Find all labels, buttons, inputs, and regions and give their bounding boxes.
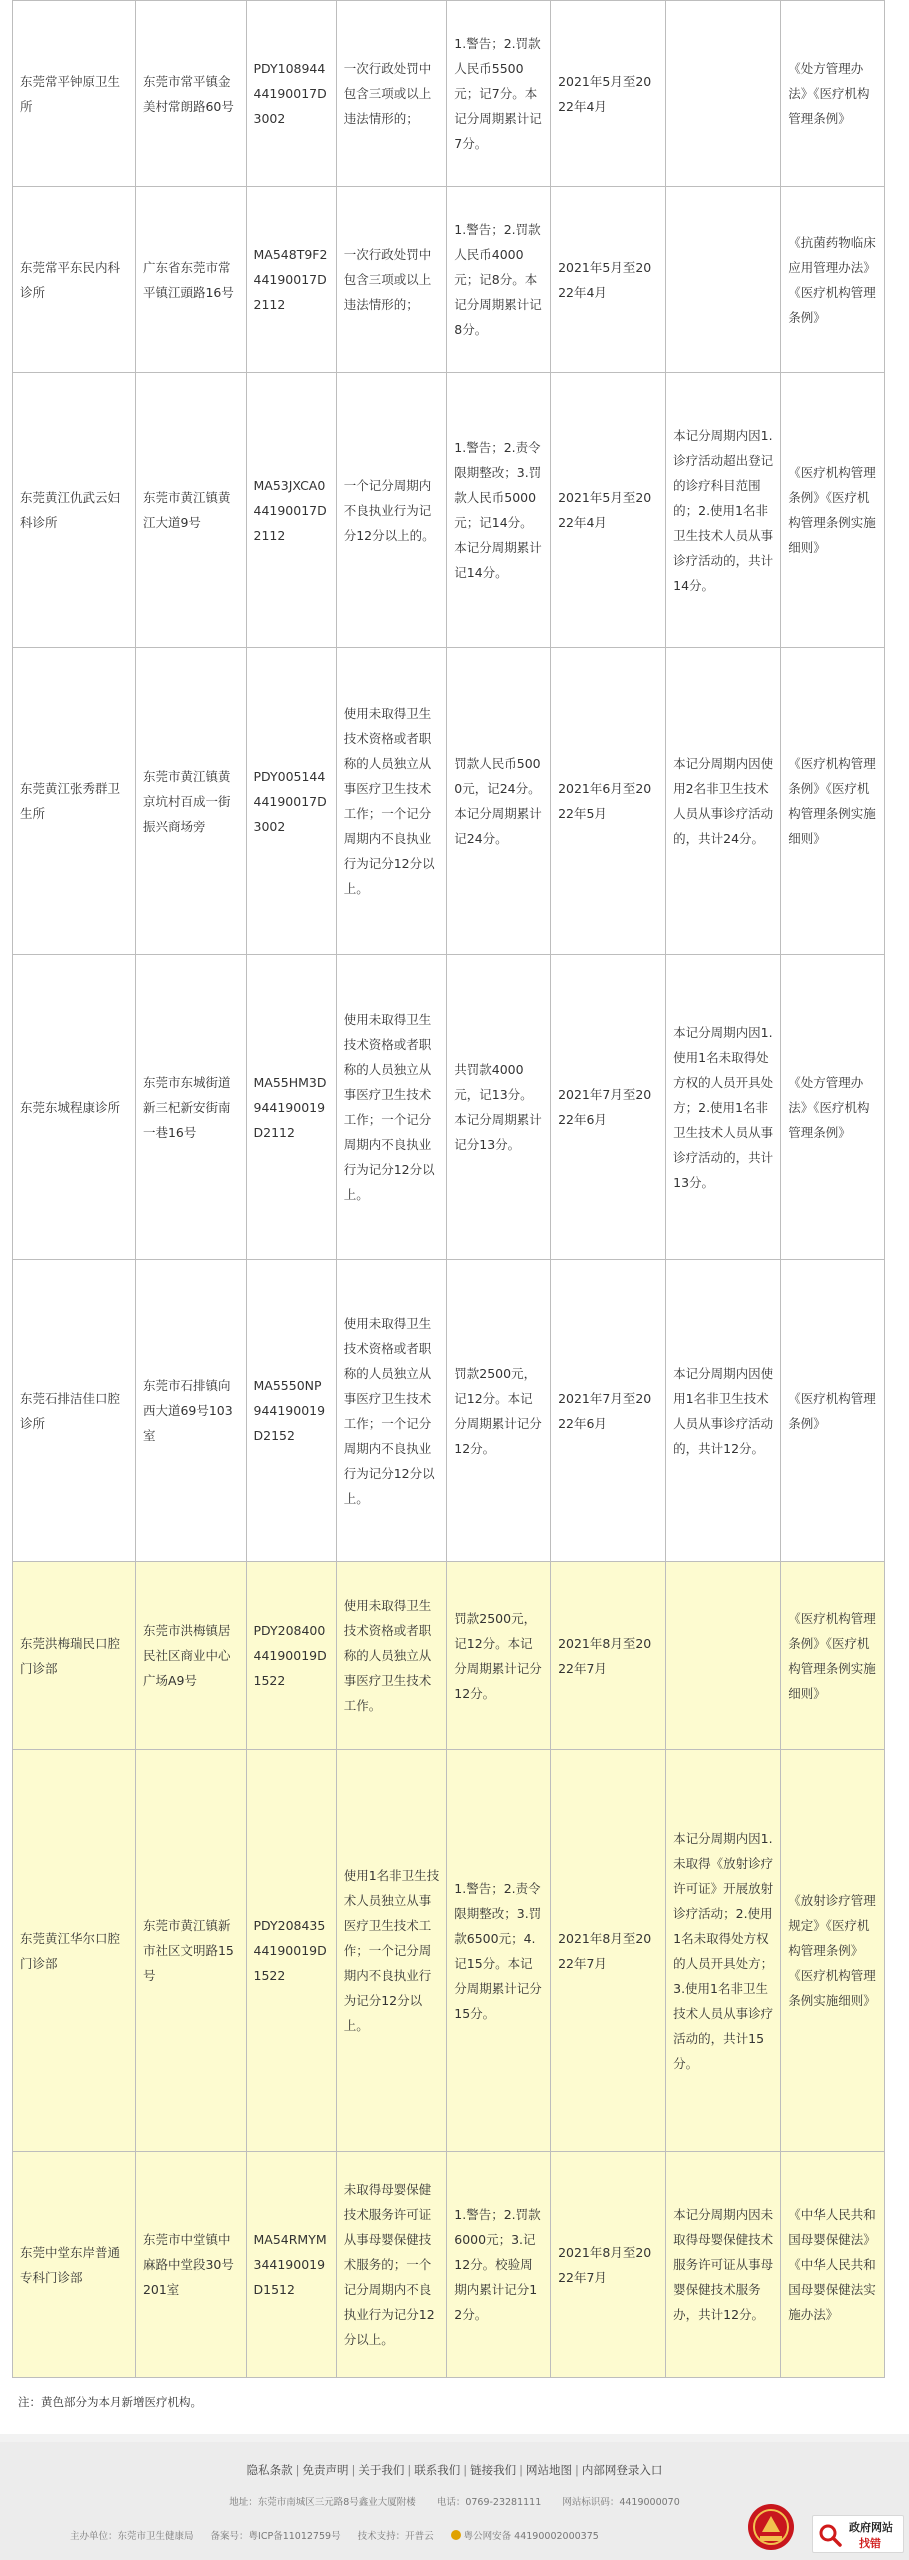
cell-scoring-facts: [666, 187, 781, 373]
cell-legal-basis: 《医疗机构管理条例》: [781, 1260, 885, 1562]
cell-institution-name: 东莞黄江张秀群卫生所: [13, 648, 136, 955]
cell-legal-basis: 《中华人民共和国母婴保健法》《中华人民共和国母婴保健法实施办法》: [781, 2152, 885, 2378]
cell-legal-basis: 《医疗机构管理条例》《医疗机构管理条例实施细则》: [781, 1562, 885, 1750]
cell-legal-basis: 《处方管理办法》《医疗机构管理条例》: [781, 955, 885, 1260]
cell-license-code: MA548T9F244190017D2112: [246, 187, 336, 373]
cell-violation-type: 一次行政处罚中包含三项或以上违法情形的；: [336, 187, 447, 373]
gov-badge-title: 政府网站: [849, 2521, 893, 2534]
table-row: [13, 955, 885, 1260]
footer-police-record[interactable]: [451, 2531, 613, 2542]
cell-address: 东莞市常平镇金美村常朗路60号: [135, 1, 246, 187]
cell-license-code: PDY20843544190019D1522: [246, 1750, 336, 2152]
footer-link-disclaimer[interactable]: 免责声明: [302, 2463, 349, 2477]
cell-address: 东莞市石排镇向西大道69号103室: [135, 1260, 246, 1562]
footer-police-text: 粤公网安备 44190002000375: [463, 2531, 599, 2542]
cell-legal-basis: 《医疗机构管理条例》《医疗机构管理条例实施细则》: [781, 648, 885, 955]
cell-scoring-facts: 本记分周期内因1.诊疗活动超出登记的诊疗科目范围的；2.使用1名非卫生技术人员从事诊疗活动的，共计14分。: [666, 373, 781, 648]
party-government-emblem-icon[interactable]: [746, 2502, 796, 2552]
footer-host: 主办单位：东莞市卫生健康局: [70, 2531, 194, 2542]
cell-violation-type: 使用1名非卫生技术人员独立从事医疗卫生技术工作；一个记分周期内不良执业行为记分12分以上。: [336, 1750, 447, 2152]
table-footnote: 注：黄色部分为本月新增医疗机构。: [18, 2395, 202, 2409]
cell-scoring-period: 2021年7月至2022年6月: [551, 1260, 666, 1562]
footer-link-privacy[interactable]: 隐私条款: [246, 2463, 293, 2477]
cell-penalty: 1.警告；2.罚款6000元；3.记12分。校验周期内累计记分12分。: [447, 2152, 551, 2378]
cell-institution-name: 东莞常平钟原卫生所: [13, 1, 136, 187]
cell-license-code: MA54RMYM344190019D1512: [246, 2152, 336, 2378]
cell-address: 东莞市黄江镇新市社区文明路15号: [135, 1750, 246, 2152]
cell-penalty: 1.警告；2.责令限期整改；3.罚款6500元；4.记15分。本记分周期累计记分15分。: [447, 1750, 551, 2152]
cell-penalty: 罚款2500元，记12分。本记分周期累计记分12分。: [447, 1562, 551, 1750]
cell-scoring-facts: 本记分周期内因使用2名非卫生技术人员从事诊疗活动的，共计24分。: [666, 648, 781, 955]
cell-scoring-facts: [666, 1562, 781, 1750]
table-row: [13, 2152, 885, 2378]
cell-legal-basis: 《放射诊疗管理规定》《医疗机构管理条例》《医疗机构管理条例实施细则》: [781, 1750, 885, 2152]
cell-scoring-facts: 本记分周期内因使用1名非卫生技术人员从事诊疗活动的，共计12分。: [666, 1260, 781, 1562]
cell-scoring-period: 2021年6月至2022年5月: [551, 648, 666, 955]
footer-link-link-us[interactable]: 链接我们: [470, 2463, 517, 2477]
footer-link-sitemap[interactable]: 网站地图: [526, 2463, 572, 2477]
cell-violation-type: 使用未取得卫生技术资格或者职称的人员独立从事医疗卫生技术工作；一个记分周期内不良执业行为记分12分以上。: [336, 1260, 447, 1562]
cell-license-code: MA5550NP944190019D2152: [246, 1260, 336, 1562]
footer-divider: [0, 2434, 909, 2442]
footer-site-id: 网站标识码：4419000070: [562, 2497, 680, 2508]
cell-violation-type: 使用未取得卫生技术资格或者职称的人员独立从事医疗卫生技术工作；一个记分周期内不良执业行为记分12分以上。: [336, 955, 447, 1260]
cell-license-code: PDY20840044190019D1522: [246, 1562, 336, 1750]
cell-address: 广东省东莞市常平镇江頭路16号: [135, 187, 246, 373]
cell-scoring-facts: 本记分周期内因未取得母婴保健技术服务许可证从事母婴保健技术服务办，共计12分。: [666, 2152, 781, 2378]
cell-institution-name: 东莞石排洁佳口腔诊所: [13, 1260, 136, 1562]
police-badge-icon: [451, 2530, 461, 2540]
footer-phone: 电话：0769-23281111: [436, 2497, 542, 2508]
footer-link-about[interactable]: 关于我们: [358, 2463, 405, 2477]
cell-address: 东莞市东城街道新三杞新安街南一巷16号: [135, 955, 246, 1260]
footer-link-intranet-login[interactable]: 内部网登录入口: [581, 2463, 663, 2477]
cell-institution-name: 东莞黄江仇武云妇科诊所: [13, 373, 136, 648]
cell-scoring-period: 2021年5月至2022年4月: [551, 187, 666, 373]
table-row: [13, 648, 885, 955]
cell-penalty: 1.警告；2.罚款人民币4000元；记8分。本记分周期累计记8分。: [447, 187, 551, 373]
cell-scoring-period: 2021年7月至2022年6月: [551, 955, 666, 1260]
site-footer: [0, 2442, 909, 2560]
cell-license-code: PDY10894444190017D3002: [246, 1, 336, 187]
cell-scoring-facts: 本记分周期内因1.使用1名未取得处方权的人员开具处方；2.使用1名非卫生技术人员从事诊疗活动的，共计13分。: [666, 955, 781, 1260]
gov-badge-subtitle: 找错: [859, 2537, 881, 2550]
table-row: [13, 1, 885, 187]
cell-violation-type: 一个记分周期内不良执业行为记分12分以上的。: [336, 373, 447, 648]
cell-license-code: PDY00514444190017D3002: [246, 648, 336, 955]
footer-links: 隐私条款 | 免责声明 | 关于我们 | 联系我们 | 链接我们 | 网站地图 | 内部网登录入口: [246, 2463, 663, 2477]
cell-penalty: 罚款人民币5000元，记24分。本记分周期累计记24分。: [447, 648, 551, 955]
cell-scoring-period: 2021年5月至2022年4月: [551, 373, 666, 648]
cell-institution-name: 东莞洪梅瑞民口腔门诊部: [13, 1562, 136, 1750]
cell-penalty: 1.警告；2.罚款人民币5500元；记7分。本记分周期累计记7分。: [447, 1, 551, 187]
cell-legal-basis: 《抗菌药物临床应用管理办法》《医疗机构管理条例》: [781, 187, 885, 373]
footer-icp[interactable]: 备案号：粤ICP备11012759号: [210, 2531, 341, 2542]
medical-institution-table: [12, 0, 885, 2378]
cell-violation-type: 使用未取得卫生技术资格或者职称的人员独立从事医疗卫生技术工作；一个记分周期内不良执业行为记分12分以上。: [336, 648, 447, 955]
cell-address: 东莞市中堂镇中麻路中堂段30号201室: [135, 2152, 246, 2378]
cell-address: 东莞市黄江镇黄京坑村百成一街振兴商场旁: [135, 648, 246, 955]
cell-violation-type: 一次行政处罚中包含三项或以上违法情形的；: [336, 1, 447, 187]
table-row: [13, 1562, 885, 1750]
cell-license-code: MA55HM3D944190019D2112: [246, 955, 336, 1260]
cell-legal-basis: 《医疗机构管理条例》《医疗机构管理条例实施细则》: [781, 373, 885, 648]
cell-license-code: MA53JXCA044190017D2112: [246, 373, 336, 648]
cell-scoring-period: 2021年8月至2022年7月: [551, 1562, 666, 1750]
cell-address: 东莞市洪梅镇居民社区商业中心广场A9号: [135, 1562, 246, 1750]
table-row: [13, 187, 885, 373]
cell-scoring-facts: 本记分周期内因1.未取得《放射诊疗许可证》开展放射诊疗活动；2.使用1名未取得处方权的人员开具处方；3.使用1名非卫生技术人员从事诊疗活动的，共计15分。: [666, 1750, 781, 2152]
cell-legal-basis: 《处方管理办法》《医疗机构管理条例》: [781, 1, 885, 187]
footer-registration-info: [70, 2528, 627, 2542]
cell-address: 东莞市黄江镇黄江大道9号: [135, 373, 246, 648]
gov-website-error-report-badge[interactable]: [812, 2515, 904, 2553]
cell-institution-name: 东莞常平东民内科诊所: [13, 187, 136, 373]
table-row: [13, 373, 885, 648]
cell-violation-type: 使用未取得卫生技术资格或者职称的人员独立从事医疗卫生技术工作。: [336, 1562, 447, 1750]
cell-scoring-period: 2021年8月至2022年7月: [551, 2152, 666, 2378]
table-row: [13, 1260, 885, 1562]
cell-violation-type: 未取得母婴保健技术服务许可证从事母婴保健技术服务的；一个记分周期内不良执业行为记分12分以上。: [336, 2152, 447, 2378]
cell-institution-name: 东莞东城程康诊所: [13, 955, 136, 1260]
cell-penalty: 1.警告；2.责令限期整改；3.罚款人民币5000元；记14分。本记分周期累计记14分。: [447, 373, 551, 648]
footer-support: 技术支持：开普云: [357, 2531, 434, 2542]
footer-address: 地址：东莞市南城区三元路8号鑫业大厦附楼: [229, 2497, 416, 2508]
cell-institution-name: 东莞中堂东岸普通专科门诊部: [13, 2152, 136, 2378]
cell-penalty: 共罚款4000元，记13分。本记分周期累计记分13分。: [447, 955, 551, 1260]
cell-institution-name: 东莞黄江华尔口腔门诊部: [13, 1750, 136, 2152]
table-row: [13, 1750, 885, 2152]
cell-scoring-facts: [666, 1, 781, 187]
cell-scoring-period: 2021年5月至2022年4月: [551, 1, 666, 187]
cell-scoring-period: 2021年8月至2022年7月: [551, 1750, 666, 2152]
cell-penalty: 罚款2500元，记12分。本记分周期累计记分12分。: [447, 1260, 551, 1562]
footer-link-contact[interactable]: 联系我们: [414, 2463, 461, 2477]
magnifier-icon: [817, 2522, 843, 2548]
